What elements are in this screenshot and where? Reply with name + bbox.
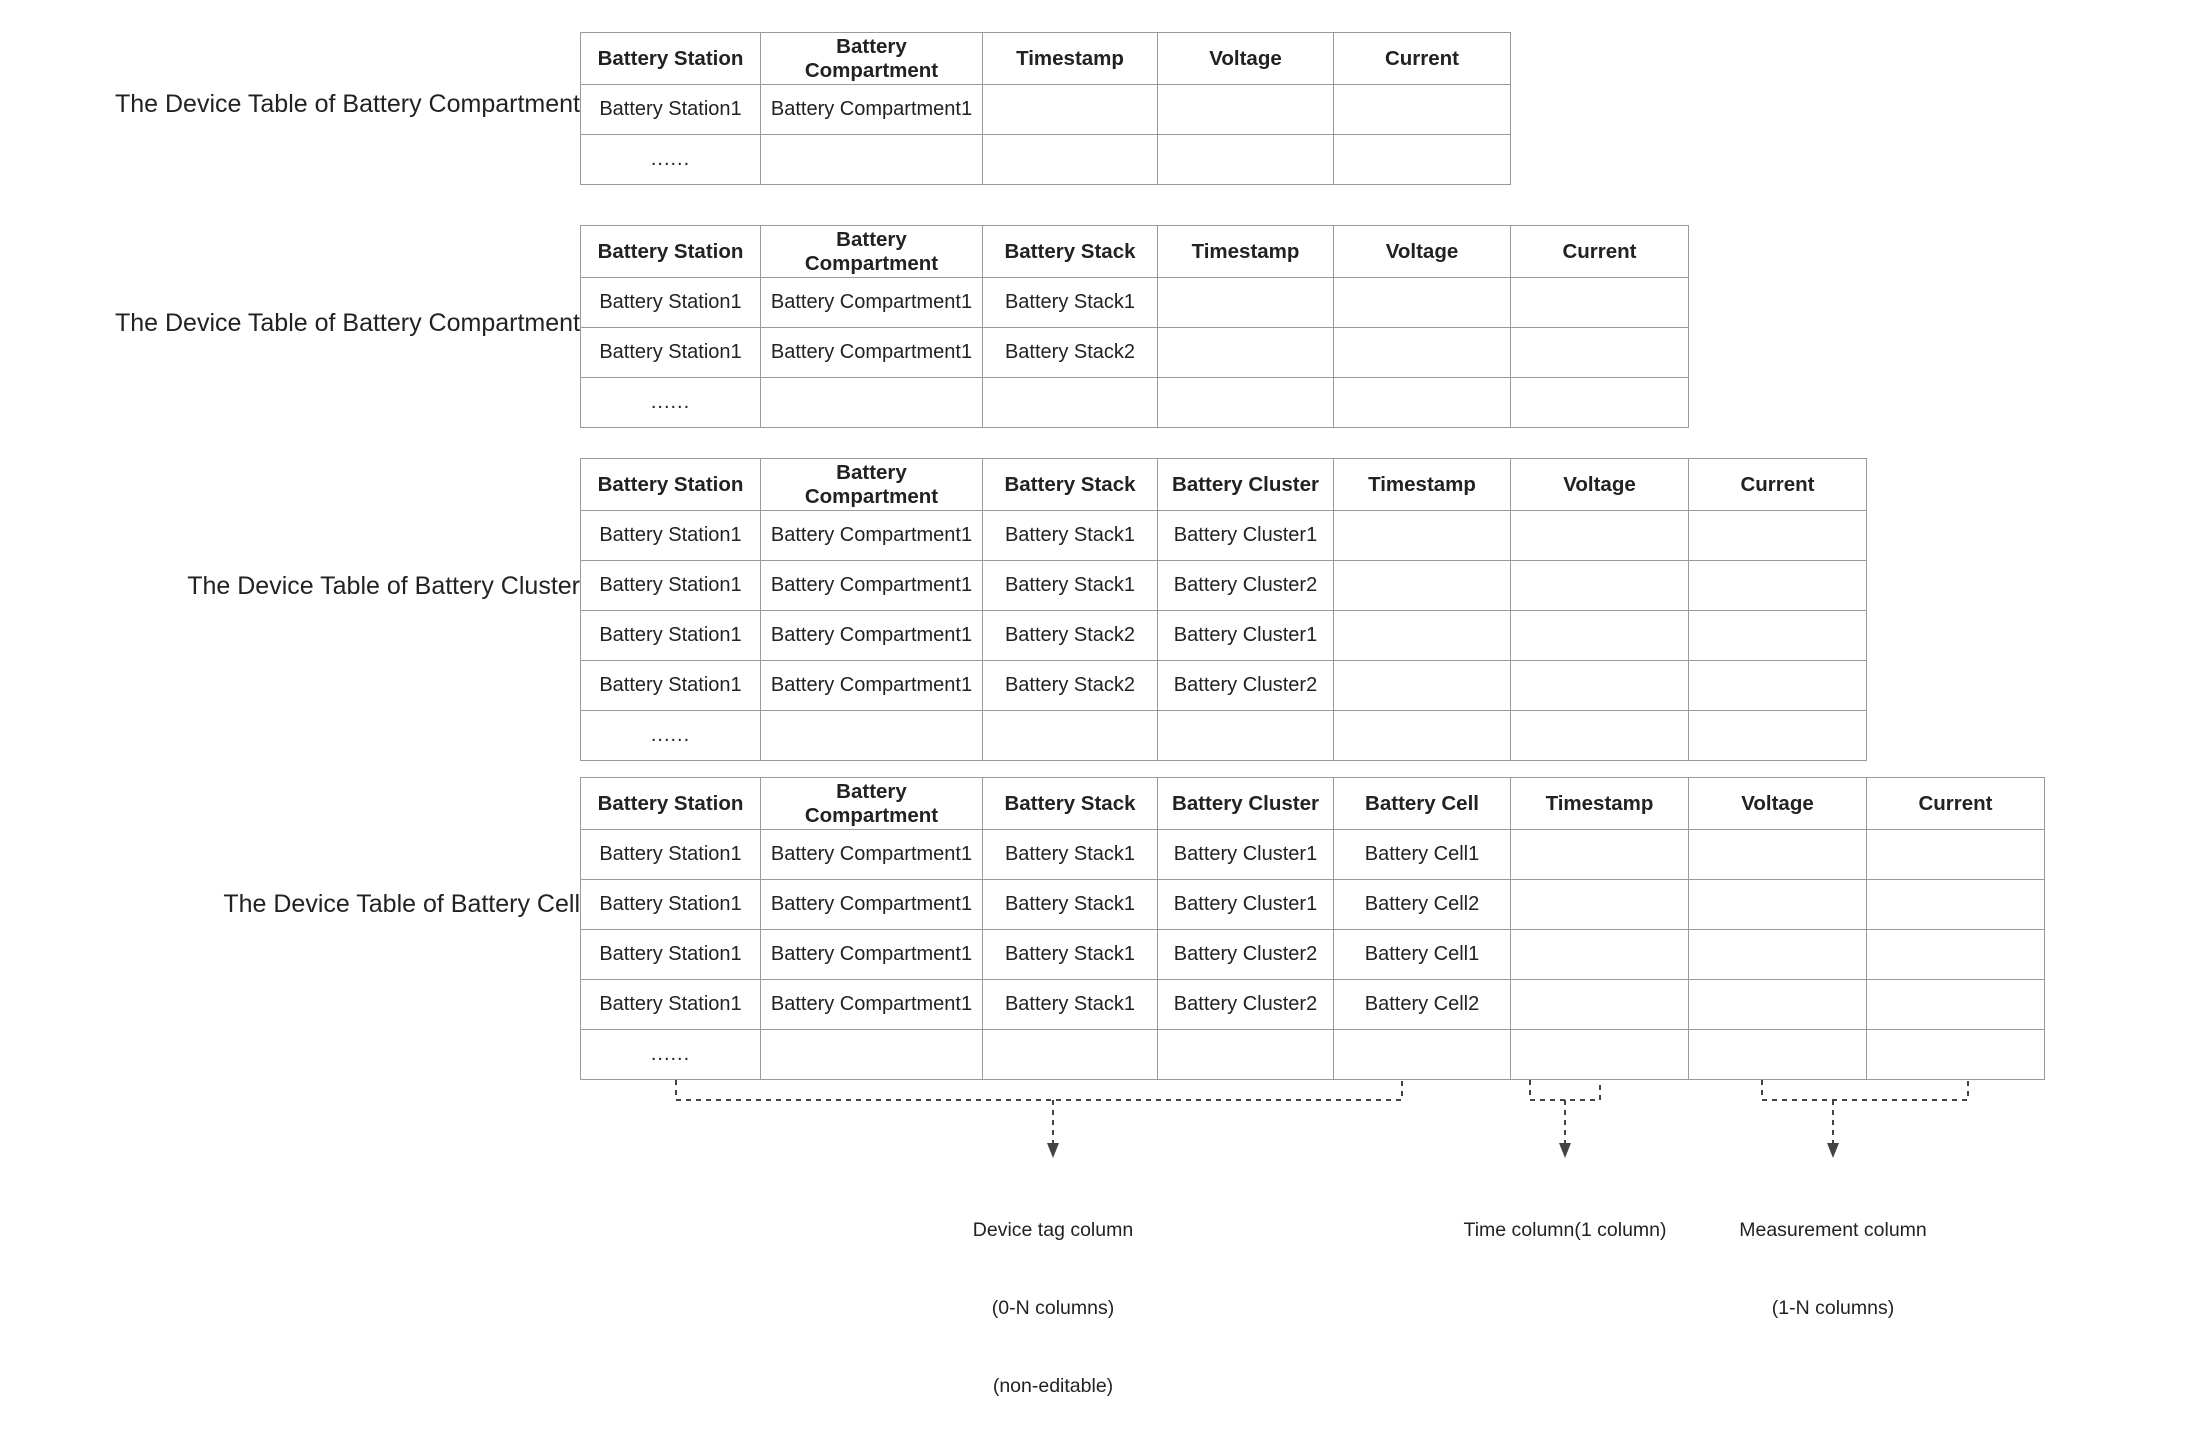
cell: Battery Station1 [581,830,761,880]
cell: Battery Station1 [581,278,761,328]
annotation-line: Time column(1 column) [1463,1219,1667,1241]
table-row [581,880,2045,930]
cell [1334,611,1511,661]
cell: Battery Station1 [581,611,761,661]
table-label-1: The Device Table of Battery Compartment [114,90,580,118]
column-header: Voltage [1511,459,1689,511]
annotation-line: (0-N columns) [991,1297,1115,1319]
cell: Battery Stack2 [983,661,1158,711]
device-table-battery-compartment-1 [580,32,1511,185]
cell: Battery Cell1 [1334,830,1511,880]
cell: Battery Station1 [581,328,761,378]
cell [1867,930,2045,980]
table-row [581,611,1867,661]
cell: Battery Station1 [581,930,761,980]
column-header: Battery Compartment [761,778,983,830]
annotation-line: (non-editable) [992,1375,1114,1397]
table-label-4: The Device Table of Battery Cell [223,890,580,918]
cell [1867,980,2045,1030]
column-header: Battery Station [581,778,761,830]
device-table-battery-cell [580,777,2045,1080]
table-row [581,661,1867,711]
cell: Battery Cluster1 [1158,511,1334,561]
cell: Battery Station1 [581,85,761,135]
cell [1511,711,1689,761]
cell [1334,378,1511,428]
cell [1511,880,1689,930]
cell [1689,830,1867,880]
column-header: Battery Station [581,33,761,85]
column-header: Timestamp [1158,226,1334,278]
cell [1158,711,1334,761]
cell: Battery Compartment1 [761,980,983,1030]
cell [1511,980,1689,1030]
cell: Battery Cluster2 [1158,561,1334,611]
cell [1334,278,1511,328]
cell: Battery Compartment1 [761,930,983,980]
cell [1334,135,1511,185]
column-header: Current [1334,33,1511,85]
cell [1334,1030,1511,1080]
cell: Battery Stack2 [983,328,1158,378]
cell [761,135,983,185]
cell [1511,661,1689,711]
table-label-2: The Device Table of Battery Compartment [114,309,580,337]
cell [1867,830,2045,880]
column-header: Timestamp [1511,778,1689,830]
cell [1511,611,1689,661]
table-row [581,980,2045,1030]
cell: Battery Station1 [581,880,761,930]
cell: ...... [581,378,761,428]
device-table-battery-compartment-2 [580,225,1689,428]
cell [1158,85,1334,135]
column-header: Battery Compartment [761,226,983,278]
column-header: Current [1867,778,2045,830]
cell: Battery Compartment1 [761,85,983,135]
table-row [581,561,1867,611]
table-label-3: The Device Table of Battery Cluster [187,572,580,600]
cell [1334,328,1511,378]
cell: Battery Cell2 [1334,980,1511,1030]
column-header: Current [1689,459,1867,511]
cell [1158,1030,1334,1080]
table-header-row [581,33,1511,85]
table-row [581,85,1511,135]
cell [1867,880,2045,930]
annotation-measurement-column [1633,1165,2033,1373]
cell: Battery Cluster1 [1158,880,1334,930]
cell [1158,378,1334,428]
table-row [581,378,1689,428]
table-row [581,930,2045,980]
cell [983,135,1158,185]
table-row [581,328,1689,378]
cell: ...... [581,135,761,185]
cell [1689,980,1867,1030]
cell: Battery Station1 [581,661,761,711]
cell: Battery Station1 [581,561,761,611]
cell: Battery Compartment1 [761,661,983,711]
cell: Battery Cluster1 [1158,830,1334,880]
cell: Battery Stack1 [983,830,1158,880]
device-table-battery-cluster [580,458,1867,761]
cell [1511,930,1689,980]
table-row [581,1030,2045,1080]
cell: Battery Compartment1 [761,328,983,378]
cell [1511,378,1689,428]
column-header: Battery Compartment [761,459,983,511]
cell [1689,511,1867,561]
cell: Battery Cell1 [1334,930,1511,980]
table-header-row [581,226,1689,278]
cell: Battery Stack1 [983,511,1158,561]
cell [761,1030,983,1080]
cell [983,85,1158,135]
cell: Battery Compartment1 [761,880,983,930]
annotation-line: Device tag column [972,1219,1134,1241]
cell: Battery Cluster1 [1158,611,1334,661]
table [580,458,1867,761]
cell [1158,135,1334,185]
cell [1158,278,1334,328]
column-header: Battery Stack [983,778,1158,830]
cell: Battery Stack1 [983,930,1158,980]
cell: ...... [581,711,761,761]
cell [1511,328,1689,378]
table-row [581,135,1511,185]
column-header: Timestamp [1334,459,1511,511]
cell: Battery Stack1 [983,980,1158,1030]
cell: Battery Cluster2 [1158,930,1334,980]
table-row [581,830,2045,880]
cell [1158,328,1334,378]
annotation-device-tag [853,1165,1253,1451]
cell [1511,278,1689,328]
cell [1334,561,1511,611]
cell [1511,830,1689,880]
column-header: Battery Station [581,459,761,511]
cell: Battery Cluster2 [1158,980,1334,1030]
cell [1689,611,1867,661]
cell: Battery Station1 [581,511,761,561]
column-header: Voltage [1158,33,1334,85]
cell: Battery Station1 [581,980,761,1030]
cell [983,1030,1158,1080]
cell [1511,1030,1689,1080]
cell [1511,511,1689,561]
cell: Battery Cluster2 [1158,661,1334,711]
cell [983,378,1158,428]
cell [1511,561,1689,611]
annotation-line: (1-N columns) [1771,1297,1895,1319]
cell: Battery Compartment1 [761,611,983,661]
cell [1334,85,1511,135]
cell [1334,661,1511,711]
table-row [581,278,1689,328]
cell [1689,880,1867,930]
table [580,225,1689,428]
column-header: Current [1511,226,1689,278]
cell [1334,711,1511,761]
annotation-line: Measurement column [1739,1219,1927,1241]
column-header: Voltage [1334,226,1511,278]
table-row [581,711,1867,761]
table-header-row [581,778,2045,830]
cell [1867,1030,2045,1080]
cell: Battery Compartment1 [761,830,983,880]
column-header: Battery Stack [983,226,1158,278]
column-header: Battery Stack [983,459,1158,511]
cell: Battery Cell2 [1334,880,1511,930]
column-header: Battery Cell [1334,778,1511,830]
column-header: Battery Cluster [1158,459,1334,511]
column-header: Voltage [1689,778,1867,830]
column-header: Timestamp [983,33,1158,85]
cell [761,378,983,428]
table-row [581,511,1867,561]
column-header: Battery Cluster [1158,778,1334,830]
column-header: Battery Station [581,226,761,278]
table-header-row [581,459,1867,511]
column-header: Battery Compartment [761,33,983,85]
cell: Battery Stack1 [983,561,1158,611]
table [580,32,1511,185]
cell [1334,511,1511,561]
cell [761,711,983,761]
cell: Battery Stack1 [983,278,1158,328]
cell: ...... [581,1030,761,1080]
cell: Battery Compartment1 [761,278,983,328]
cell: Battery Compartment1 [761,561,983,611]
cell: Battery Stack2 [983,611,1158,661]
cell: Battery Stack1 [983,880,1158,930]
cell [983,711,1158,761]
cell [1689,561,1867,611]
cell [1689,930,1867,980]
cell: Battery Compartment1 [761,511,983,561]
cell [1689,1030,1867,1080]
table [580,777,2045,1080]
cell [1689,661,1867,711]
cell [1689,711,1867,761]
